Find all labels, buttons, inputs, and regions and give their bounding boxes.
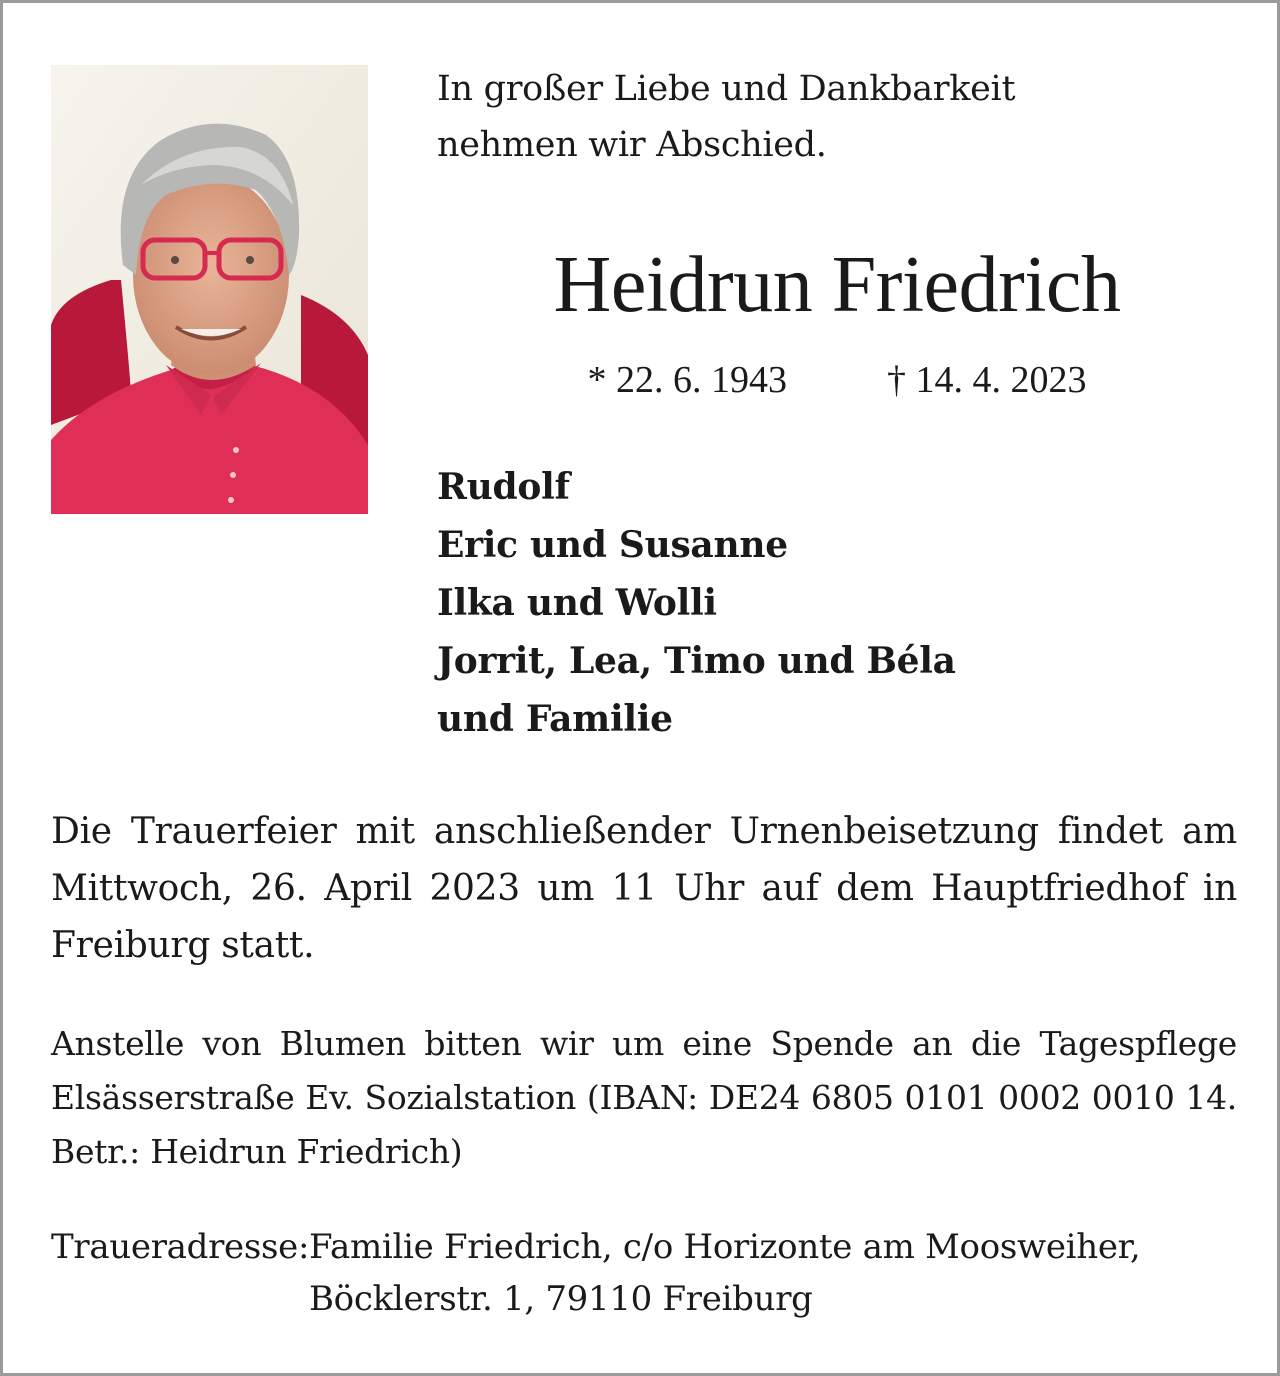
- mourner: und Familie: [437, 698, 673, 740]
- mourning-address: [51, 1221, 1140, 1325]
- mourner: Rudolf: [437, 466, 570, 508]
- mourners-list: [437, 458, 956, 748]
- mourner: Jorrit, Lea, Timo und Béla: [437, 640, 956, 682]
- portrait-photo: [51, 65, 368, 514]
- donation-text: Anstelle von Blumen bitten wir um eine Spende an die Tagespflege Elsässerstraße Ev. Sozialstation (IBAN: DE24 6805 0101 0002 0010 14. Betr.: Heidrun Friedrich): [51, 1024, 1237, 1171]
- address-line-1: Familie Friedrich, c/o Horizonte am Moosweiher,: [309, 1227, 1141, 1267]
- deceased-name: Heidrun Friedrich: [553, 241, 1121, 329]
- ceremony-text: Die Trauerfeier mit anschließender Urnenbeisetzung findet am Mittwoch, 26. April 2023 um 11 Uhr auf dem Hauptfriedhof in Freiburg statt.: [51, 811, 1237, 966]
- address-label: Traueradresse:: [51, 1227, 310, 1267]
- intro-line-1: In großer Liebe und Dankbarkeit: [437, 69, 1016, 109]
- birth-date: * 22. 6. 1943: [587, 359, 787, 401]
- intro-line-2: nehmen wir Abschied.: [437, 125, 827, 165]
- life-dates: [437, 353, 1237, 407]
- mourner: Ilka und Wolli: [437, 582, 717, 624]
- death-date: † 14. 4. 2023: [887, 359, 1087, 401]
- address-line-2: Böcklerstr. 1, 79110 Freiburg: [309, 1279, 813, 1319]
- mourner: Eric und Susanne: [437, 524, 788, 566]
- intro-text: [437, 61, 1015, 173]
